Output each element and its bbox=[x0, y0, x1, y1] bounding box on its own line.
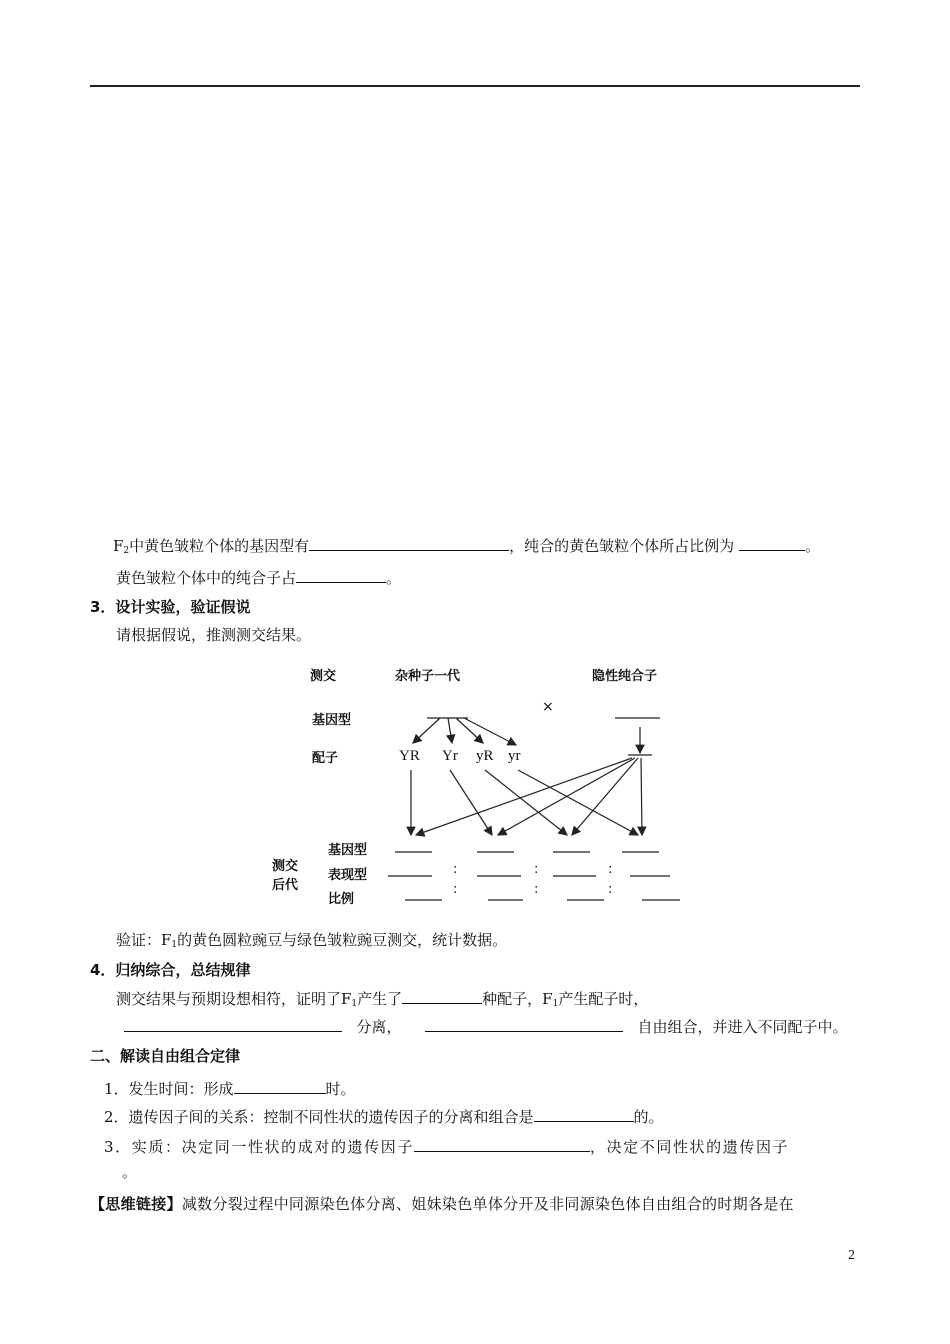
verify-line: 验证：$F_1$的黄色圆粒豌豆与绿色皱粒豌豆测交，统计数据。 bbox=[116, 931, 508, 950]
phenotype-colon-1: : bbox=[453, 862, 458, 877]
offspring-label-1: 测交 bbox=[272, 859, 299, 874]
combination-blank[interactable] bbox=[425, 1016, 623, 1032]
f2-ratio-blank[interactable] bbox=[739, 535, 805, 551]
section3-instruction: 请根据假说，推测测交结果。 bbox=[116, 626, 312, 644]
part2-item3-end: 。 bbox=[122, 1163, 138, 1181]
gamete-kinds-blank[interactable] bbox=[402, 988, 482, 1004]
part2-item1: 1．发生时间：形成 时。 bbox=[104, 1080, 356, 1098]
header-rule bbox=[90, 85, 860, 87]
separation-blank[interactable] bbox=[124, 1016, 342, 1032]
offspring-phenotype-label: 表现型 bbox=[328, 868, 368, 883]
essence-blank[interactable] bbox=[414, 1136, 590, 1152]
phenotype-colon-3: : bbox=[608, 862, 613, 877]
phenotype-colon-2: : bbox=[534, 862, 539, 877]
f2-genotype-line: $F_2$中黄色皱粒个体的基因型有 ，纯合的黄色皱粒个体所占比例为 。 bbox=[113, 537, 820, 556]
gamete-yR: yR bbox=[476, 748, 494, 764]
ratio-colon-3: : bbox=[608, 882, 613, 897]
section4-title: 4．归纳综合，总结规律 bbox=[90, 961, 251, 979]
hybrid-header: 杂种子一代 bbox=[395, 669, 461, 684]
relation-blank[interactable] bbox=[534, 1106, 634, 1122]
testcross-diagram bbox=[270, 655, 690, 915]
part2-title: 二、解读自由组合定律 bbox=[90, 1047, 241, 1065]
recessive-header: 隐性纯合子 bbox=[592, 669, 658, 684]
testcross-header: 测交 bbox=[310, 669, 337, 684]
section4-line1: 测交结果与预期设想相符，证明了$F_1$产生了 种配子，$F_1$产生配子时， bbox=[116, 990, 649, 1009]
gamete-yr: yr bbox=[508, 748, 521, 764]
offspring-genotype-label: 基因型 bbox=[328, 843, 368, 858]
genotype-label: 基因型 bbox=[312, 713, 352, 728]
offspring-label-2: 后代 bbox=[272, 878, 299, 893]
gamete-label: 配子 bbox=[312, 751, 339, 766]
thinking-link: 【思维链接】减数分裂过程中同源染色体分离、姐妹染色单体分开及非同源染色体自由组合的时期各是在 bbox=[90, 1195, 794, 1213]
page-number: 2 bbox=[848, 1248, 855, 1263]
gamete-YR: YR bbox=[399, 748, 420, 764]
homozygote-blank[interactable] bbox=[296, 567, 386, 583]
ratio-colon-1: : bbox=[453, 882, 458, 897]
part2-item2: 2．遗传因子间的关系：控制不同性状的遗传因子的分离和组合是 的。 bbox=[104, 1108, 664, 1126]
thinking-label: 【思维链接】 bbox=[90, 1195, 182, 1213]
part2-item3: 3．实质：决定同一性状的成对的遗传因子 ，决定不同性状的遗传因子 bbox=[104, 1138, 790, 1156]
ratio-colon-2: : bbox=[534, 882, 539, 897]
section3-title: 3．设计实验，验证假说 bbox=[90, 598, 251, 616]
f2-genotype-blank[interactable] bbox=[309, 535, 509, 551]
gamete-Yr: Yr bbox=[442, 748, 458, 764]
homozygote-line: 黄色皱粒个体中的纯合子占 。 bbox=[116, 569, 402, 587]
cross-sign: × bbox=[542, 699, 554, 715]
section4-line2: 分离， 自由组合，并进入不同配子中。 bbox=[124, 1016, 848, 1037]
timing-blank[interactable] bbox=[234, 1078, 326, 1094]
offspring-ratio-label: 比例 bbox=[328, 892, 355, 907]
